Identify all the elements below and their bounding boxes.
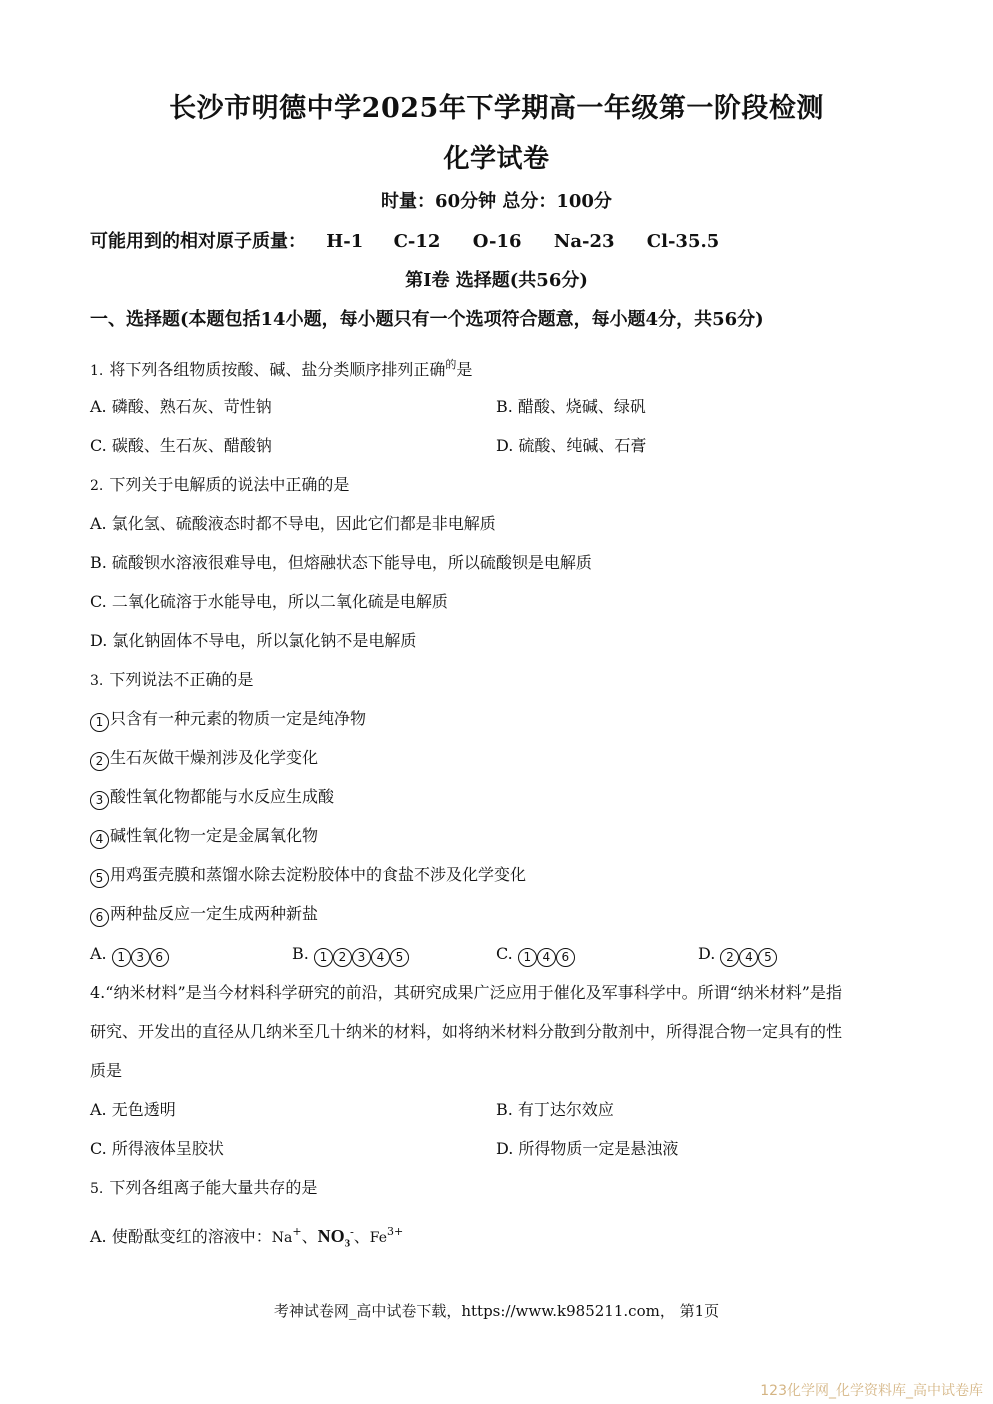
question-1-option-d: D. 硫酸、纯碱、石膏 [496,436,647,455]
question-3-item-4: 4 碱性氧化物一定是金属氧化物 [90,825,318,849]
circled-number: 5 [90,869,109,888]
question-3-item-2: 2 生石灰做干燥剂涉及化学变化 [90,747,318,771]
page-footer: 考神试卷网_高中试卷下载，https://www.k985211.com， 第1页 [273,1302,720,1320]
question-1-option-b: B. 醋酸、烧碱、绿矾 [496,397,646,416]
question-1-stem: 1. 将下列各组物质按酸、碱、盐分类顺序排列正确$^的$是 [90,358,473,379]
question-4-option-c: C. 所得液体呈胶状 [90,1139,224,1158]
atom-o: O-16 [472,231,522,252]
ion-nitrate: $NO_3^-$ [317,1226,354,1250]
question-5-option-a: A. 使酚酞变红的溶液中：Na+、$NO_3^-$、$Fe^{3+}$ [90,1225,404,1250]
question-4-option-b: B. 有丁达尔效应 [496,1100,614,1119]
question-2-option-a: A. 氯化氢、硫酸液态时都不导电，因此它们都是非电解质 [90,514,496,533]
question-3-item-6: 6 两种盐反应一定生成两种新盐 [90,903,318,927]
question-4-stem-line-1: 4.“纳米材料”是当今材料科学研究的前沿，其研究成果广泛应用于催化及军事科学中。所谓“纳米材料”是指 [90,983,842,1002]
ion-iron: $Fe^{3+}$ [369,1225,404,1246]
question-4-option-d: D. 所得物质一定是悬浊液 [496,1139,679,1158]
atom-cl: Cl-35.5 [646,231,720,252]
question-4-stem-line-3: 质是 [90,1061,123,1080]
question-2-stem: 2. 下列关于电解质的说法中正确的是 [90,475,350,494]
question-3-option-b: B. 1 2 3 4 5 [292,943,409,967]
circled-number: 3 [90,791,109,810]
question-4-stem-line-2: 研究、开发出的直径从几纳米至几十纳米的材料，如将纳米材料分散到分散剂中，所得混合物一定具有的性 [90,1022,843,1041]
atom-na: Na-23 [553,231,615,252]
question-3-option-a: A. 1 3 6 [90,943,169,967]
question-3-option-d: D. 2 4 5 [698,943,777,967]
ion-sodium: Na+ [271,1225,302,1246]
atom-h: H-1 [326,231,364,252]
watermark: 123化学网_化学资料库_高中试卷库 [760,1383,983,1399]
atomic-masses [90,227,719,253]
time-score: 时量：60分钟 总分：100分 [381,191,612,212]
exam-title: 长沙市明德中学2025年下学期高一年级第一阶段检测 [169,93,824,124]
question-4-option-a: A. 无色透明 [90,1100,176,1119]
question-1-option-a: A. 磷酸、熟石灰、苛性钠 [90,397,272,416]
question-2-option-d: D. 氯化钠固体不导电，所以氯化钠不是电解质 [90,631,417,650]
question-2-option-b: B. 硫酸钡水溶液很难导电，但熔融状态下能导电，所以硫酸钡是电解质 [90,553,592,572]
circled-number: 2 [90,752,109,771]
question-3-stem: 3. 下列说法不正确的是 [90,670,254,689]
volume-heading: 第Ⅰ卷 选择题(共56分) [405,270,588,291]
circled-number: 4 [90,830,109,849]
question-3-option-c: C. 1 4 6 [496,943,575,967]
exam-subject: 化学试卷 [443,144,550,174]
atomic-masses-label: 可能用到的相对原子质量： [90,231,306,252]
question-3-item-3: 3 酸性氧化物都能与水反应生成酸 [90,786,334,810]
question-5-stem: 5. 下列各组离子能大量共存的是 [90,1178,318,1197]
question-1-option-c: C. 碳酸、生石灰、醋酸钠 [90,436,272,455]
question-2-option-c: C. 二氧化硫溶于水能导电，所以二氧化硫是电解质 [90,592,448,611]
question-3-item-1: 1 只含有一种元素的物质一定是纯净物 [90,708,366,732]
question-3-item-5: 5 用鸡蛋壳膜和蒸馏水除去淀粉胶体中的食盐不涉及化学变化 [90,864,526,888]
circled-number: 6 [90,908,109,927]
atom-c: C-12 [393,231,441,252]
circled-number: 1 [90,713,109,732]
section-heading: 一、选择题(本题包括14小题，每小题只有一个选项符合题意，每小题4分，共56分) [90,309,764,330]
